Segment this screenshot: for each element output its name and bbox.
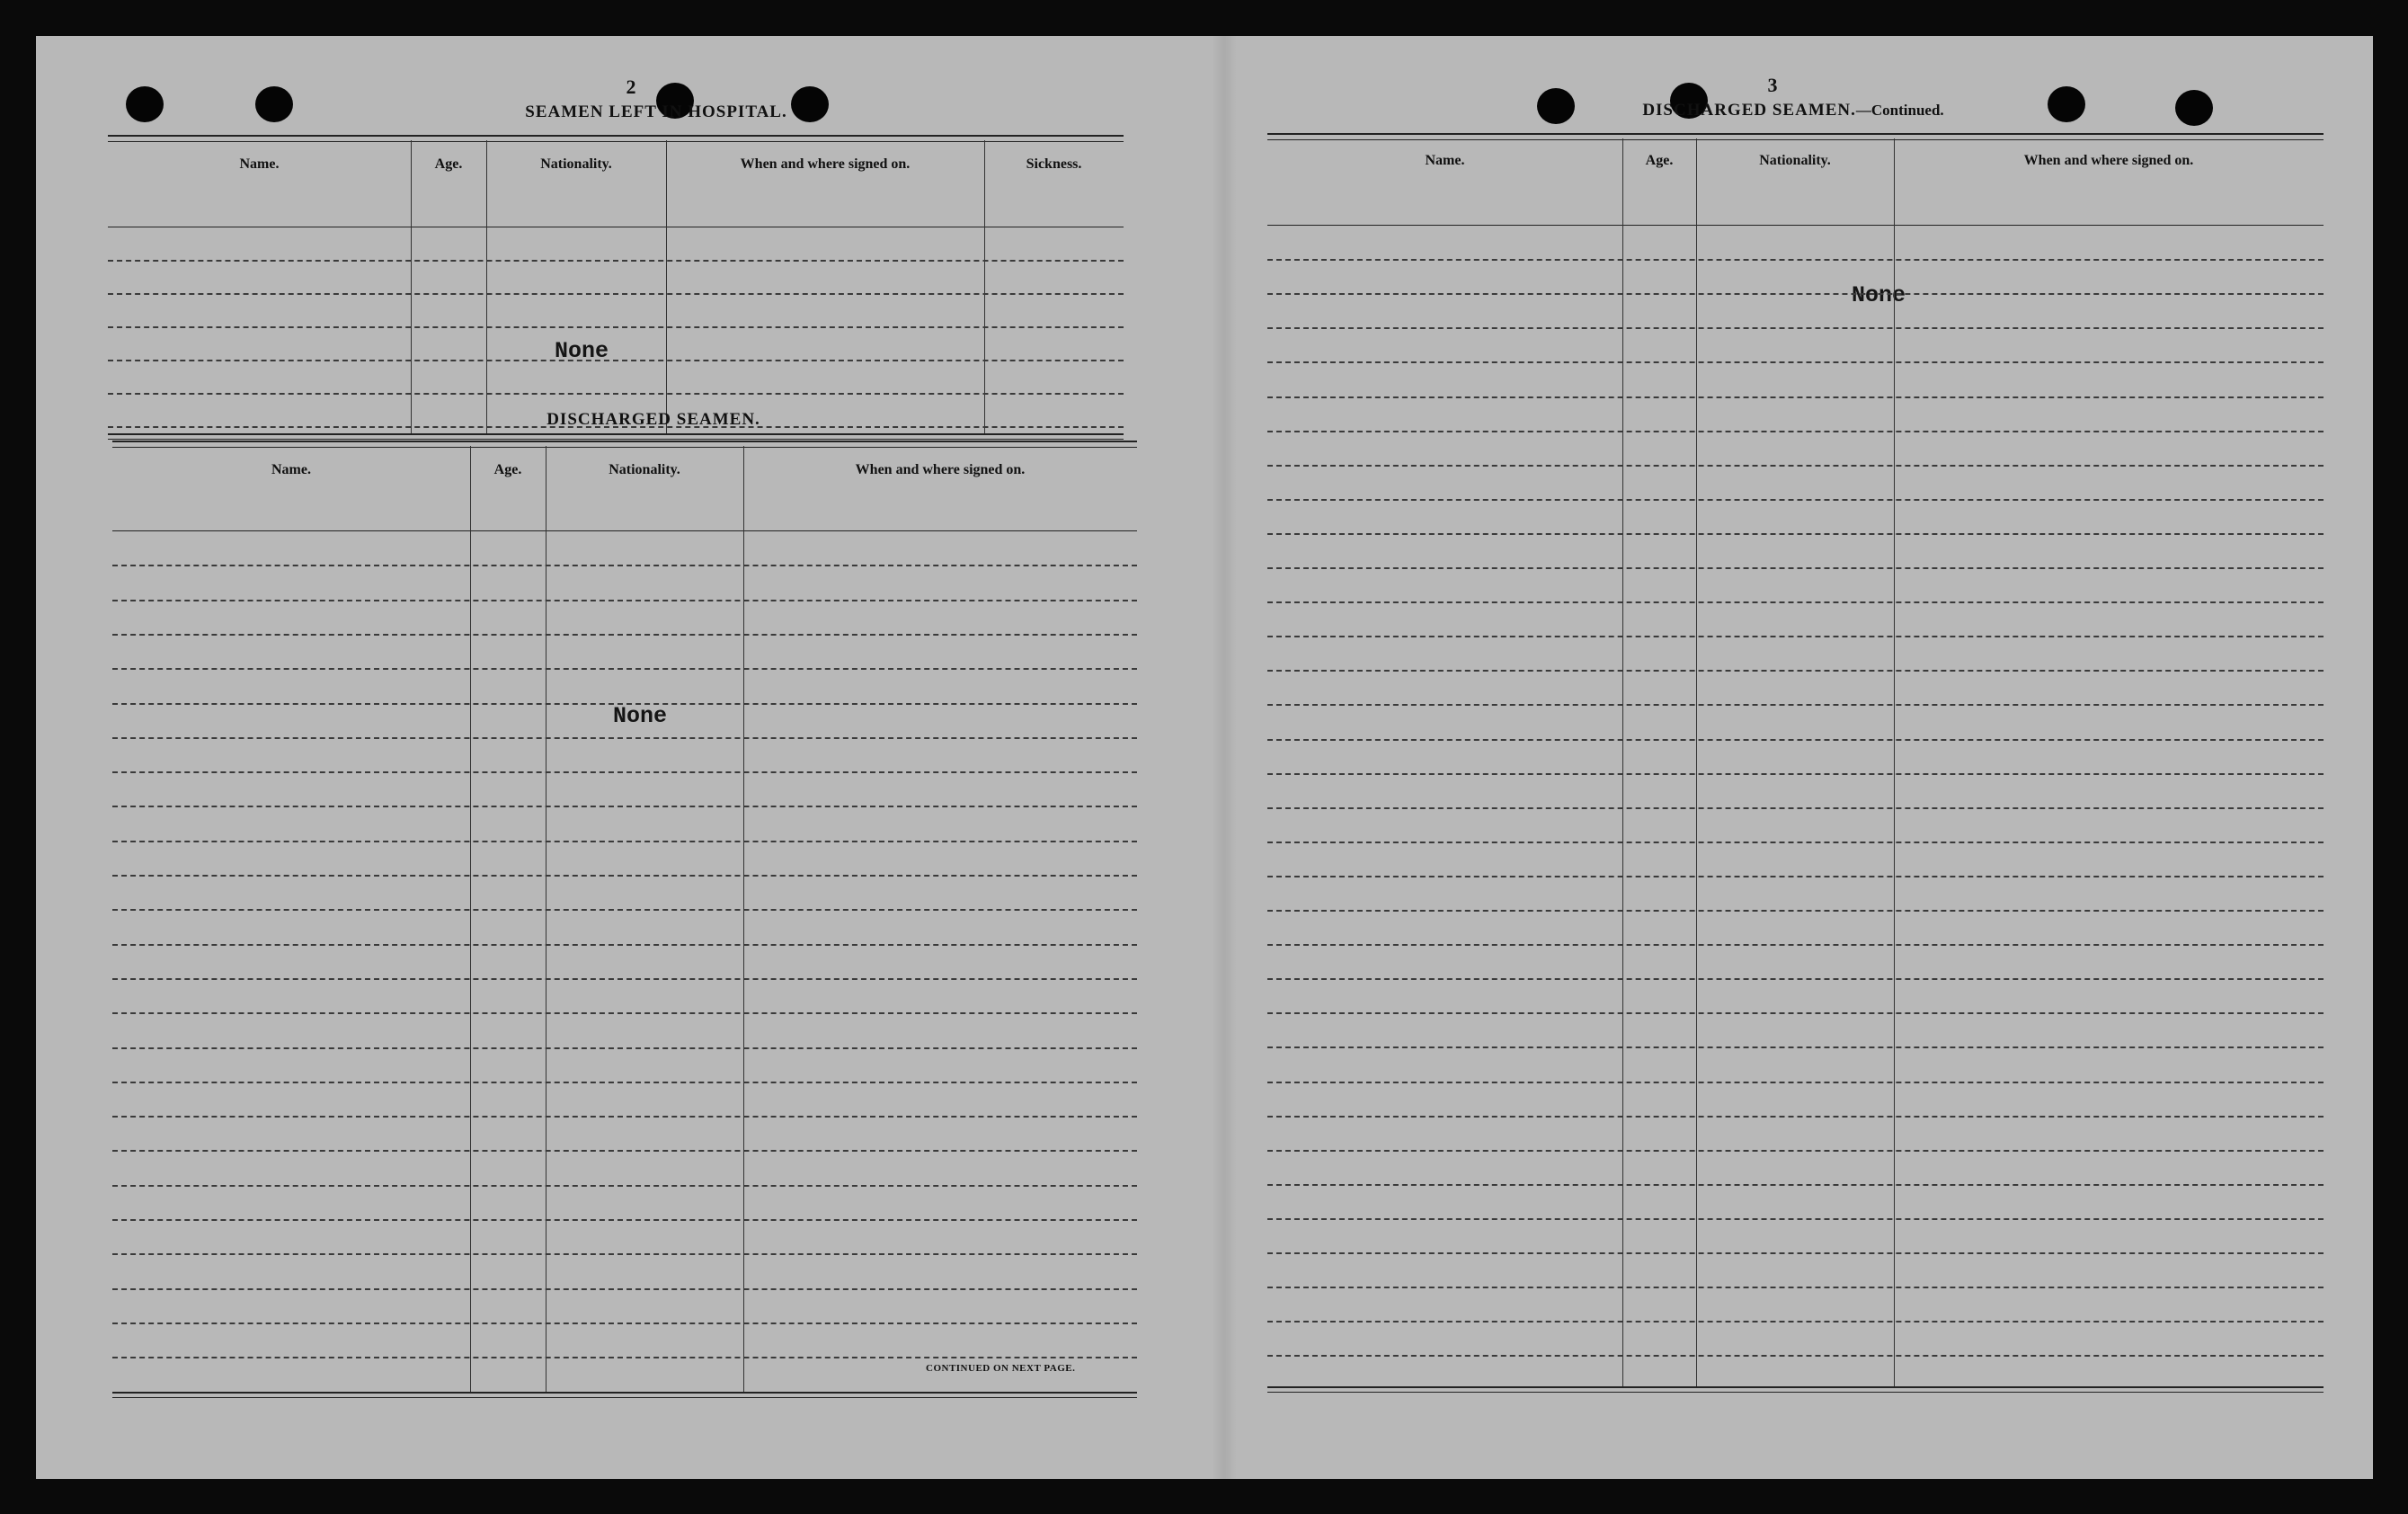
row-dotted-line <box>112 600 1137 601</box>
row-dotted-line <box>1267 773 2324 775</box>
row-dotted-line <box>1267 431 2324 432</box>
row-dotted-line <box>1267 601 2324 603</box>
col-head-signed-on: When and where signed on. <box>855 462 1026 477</box>
row-dotted-line <box>112 634 1137 636</box>
punch-hole <box>255 86 293 122</box>
row-dotted-line <box>1267 1012 2324 1014</box>
row-dotted-line <box>112 1357 1137 1358</box>
row-dotted-line <box>1267 704 2324 706</box>
row-dotted-line <box>1267 1116 2324 1118</box>
row-dotted-line <box>112 909 1137 911</box>
row-dotted-line <box>112 978 1137 980</box>
row-dotted-line <box>1267 465 2324 467</box>
column-divider <box>470 446 471 1392</box>
col-head-sickness: Sickness. <box>1026 156 1082 172</box>
row-dotted-line <box>1267 910 2324 912</box>
continued-suffix: —Continued. <box>1855 102 1944 119</box>
punch-hole <box>2048 86 2085 122</box>
row-dotted-line <box>112 1288 1137 1290</box>
row-dotted-line <box>1267 396 2324 398</box>
row-dotted-line <box>1267 327 2324 329</box>
column-divider <box>666 140 667 433</box>
row-dotted-line <box>1267 1321 2324 1323</box>
col-head-age: Age. <box>434 156 463 172</box>
row-dotted-line <box>112 1082 1137 1083</box>
column-divider <box>984 140 985 433</box>
row-dotted-line <box>1267 499 2324 501</box>
discharged-continued-title <box>1555 101 2031 120</box>
row-dotted-line <box>108 260 1124 262</box>
column-divider <box>1622 138 1623 1386</box>
row-dotted-line <box>1267 1046 2324 1048</box>
row-dotted-line <box>112 1219 1137 1221</box>
row-dotted-line <box>112 1047 1137 1049</box>
page-fold <box>1212 36 1237 1479</box>
row-dotted-line <box>112 565 1137 566</box>
discharged-title-text: DISCHARGED SEAMEN. <box>1642 101 1856 120</box>
row-dotted-line <box>108 393 1124 395</box>
col-head-name: Name. <box>271 462 311 477</box>
hospital-section-title: SEAMEN LEFT IN HOSPITAL. <box>525 102 787 121</box>
column-divider <box>743 446 744 1392</box>
row-dotted-line <box>108 360 1124 361</box>
row-dotted-line <box>112 944 1137 946</box>
row-dotted-line <box>1267 361 2324 363</box>
col-head-name: Name. <box>239 156 280 172</box>
hospital-table <box>108 135 1124 432</box>
punch-hole <box>126 86 164 122</box>
discharged-table <box>112 441 1137 1403</box>
header-underline <box>1267 225 2324 226</box>
table-top-rule <box>108 135 1124 142</box>
column-divider <box>411 140 412 433</box>
discharged-continued-table <box>1267 133 2324 1397</box>
row-dotted-line <box>112 841 1137 842</box>
column-divider <box>486 140 487 433</box>
continued-note: CONTINUED ON NEXT PAGE. <box>926 1363 1076 1374</box>
table-top-rule <box>112 441 1137 448</box>
page-number: 3 <box>1767 74 1778 96</box>
punch-hole <box>2175 90 2213 126</box>
row-dotted-line <box>1267 259 2324 261</box>
row-dotted-line <box>112 1323 1137 1324</box>
row-dotted-line <box>1267 1150 2324 1152</box>
row-dotted-line <box>1267 978 2324 980</box>
col-head-nationality: Nationality. <box>540 156 612 172</box>
row-dotted-line <box>1267 533 2324 535</box>
col-head-age: Age. <box>1645 153 1674 168</box>
row-dotted-line <box>112 771 1137 773</box>
ledger-sheet <box>36 36 2373 1479</box>
table-bottom-rule <box>1267 1386 2324 1393</box>
discharged-section-title: DISCHARGED SEAMEN. <box>546 410 760 429</box>
row-dotted-line <box>112 806 1137 807</box>
header-underline <box>112 530 1137 531</box>
col-head-signed-on: When and where signed on. <box>2023 153 2194 168</box>
row-dotted-line <box>1267 876 2324 877</box>
row-dotted-line <box>112 1116 1137 1118</box>
col-head-nationality: Nationality. <box>1759 153 1831 168</box>
row-dotted-line <box>1267 1287 2324 1288</box>
table-bottom-rule <box>108 433 1124 440</box>
column-divider <box>1894 138 1895 1386</box>
row-dotted-line <box>1267 1082 2324 1083</box>
column-divider <box>1696 138 1697 1386</box>
row-dotted-line <box>108 293 1124 295</box>
hospital-entry-none: None <box>555 338 609 364</box>
col-head-name: Name. <box>1425 153 1465 168</box>
col-head-signed-on: When and where signed on. <box>740 156 911 172</box>
col-head-nationality: Nationality. <box>609 462 680 477</box>
row-dotted-line <box>112 1150 1137 1152</box>
row-dotted-line <box>1267 636 2324 637</box>
row-dotted-line <box>112 1253 1137 1255</box>
row-dotted-line <box>1267 807 2324 809</box>
row-dotted-line <box>1267 1218 2324 1220</box>
row-dotted-line <box>112 875 1137 877</box>
row-dotted-line <box>112 703 1137 705</box>
col-head-age: Age. <box>493 462 522 477</box>
row-dotted-line <box>112 737 1137 739</box>
row-dotted-line <box>1267 739 2324 741</box>
table-top-rule <box>1267 133 2324 140</box>
discharged-entry-none: None <box>613 703 668 729</box>
row-dotted-line <box>1267 670 2324 672</box>
page-number: 2 <box>626 76 636 98</box>
row-dotted-line <box>1267 293 2324 295</box>
row-dotted-line <box>1267 1355 2324 1357</box>
row-dotted-line <box>1267 944 2324 946</box>
row-dotted-line <box>1267 1184 2324 1186</box>
discharged-continued-entry-none: None <box>1852 282 1906 308</box>
row-dotted-line <box>1267 842 2324 843</box>
row-dotted-line <box>112 1012 1137 1014</box>
row-dotted-line <box>112 668 1137 670</box>
table-bottom-rule <box>112 1392 1137 1398</box>
row-dotted-line <box>1267 567 2324 569</box>
row-dotted-line <box>112 1185 1137 1187</box>
row-dotted-line <box>108 326 1124 328</box>
row-dotted-line <box>1267 1252 2324 1254</box>
